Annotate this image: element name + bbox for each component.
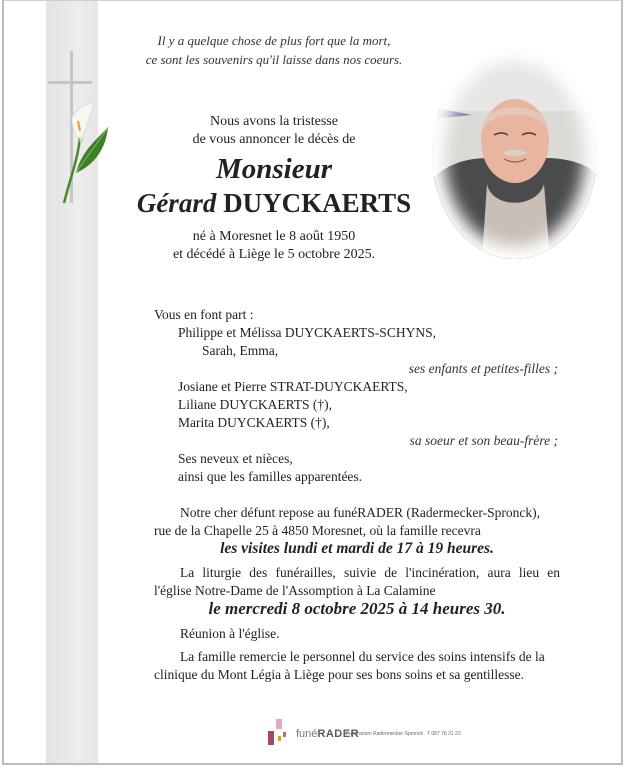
last-name: DUYCKAERTS [223,188,412,218]
quote-line: Il y a quelque chose de plus fort que la mort, [157,33,391,48]
family-member: ainsi que les familles apparentées. [178,469,363,484]
ceremony-date: le mercredi 8 octobre 2025 à 14 heures 30. [208,599,506,618]
repose-line: rue de la Chapelle 25 à 4850 Moresnet, où la famille recevra [154,523,481,538]
repose-line: Notre cher défunt repose au funéRADER (Radermecker-Spronck), [180,505,540,520]
honorific: Monsieur [215,153,333,185]
visiting-hours: les visites lundi et mardi de 17 à 19 heures. [220,540,494,557]
obituary-page [2,0,623,765]
thanks-line: clinique du Mont Légia à Liège pour ses bons soins et sa gentillesse. [154,667,525,682]
first-name: Gérard [136,188,217,218]
thanks-paragraph [154,648,560,684]
memorial-quote [144,31,404,69]
announcement-intro [124,113,424,149]
liturgy-paragraph [154,564,560,600]
intro-line: Nous avons la tristesse [210,114,338,129]
liturgy-line: l'église Notre-Dame de l'Assomption à La Calamine [154,583,436,598]
portrait-photo [432,49,597,259]
family-member: Sarah, Emma, [202,343,279,358]
calla-lily-icon [56,99,116,209]
family-heading: Vous en font part : [154,307,254,322]
quote-line: ce sont les souvenirs qu'il laisse dans nos coeurs. [145,52,403,67]
logo-square [276,719,282,729]
funeral-home-contact: Funérarium Radermecker-Spronck . T 087 76 21 23 [346,731,461,737]
intro-line: de vous annoncer le décès de [192,132,356,147]
liturgy-line: La liturgie des funérailles, suivie de l'incinération, aura lieu en [180,565,560,580]
relation-label: ses enfants et petites-filles ; [408,361,558,376]
family-member: Josiane et Pierre STRAT-DUYCKAERTS, [178,379,408,394]
thanks-line: La famille remercie le personnel du service des soins intensifs de la [180,649,545,664]
death-line: et décédé à Liège le 5 octobre 2025. [172,247,376,262]
brand-prefix: funé [296,728,318,740]
family-member: Philippe et Mélissa DUYCKAERTS-SCHYNS, [178,325,436,340]
cross-icon-bar [48,81,92,84]
family-member: Liliane DUYCKAERTS (†), [178,397,333,412]
logo-square [268,731,274,745]
brand-suffix: RADER [317,728,360,740]
logo-square [278,736,281,741]
family-member: Ses neveux et nièces, [178,451,293,466]
life-dates [124,228,424,264]
family-section [154,306,564,486]
family-member: Marita DUYCKAERTS (†), [178,415,330,430]
repose-paragraph [154,504,560,540]
funeral-home-logo [266,719,466,745]
reunion-note: Réunion à l'église. [180,626,280,641]
birth-line: né à Moresnet le 8 août 1950 [192,229,356,244]
logo-square [283,732,286,737]
relation-label: sa soeur et son beau-frère ; [409,433,558,448]
deceased-name [114,186,434,220]
